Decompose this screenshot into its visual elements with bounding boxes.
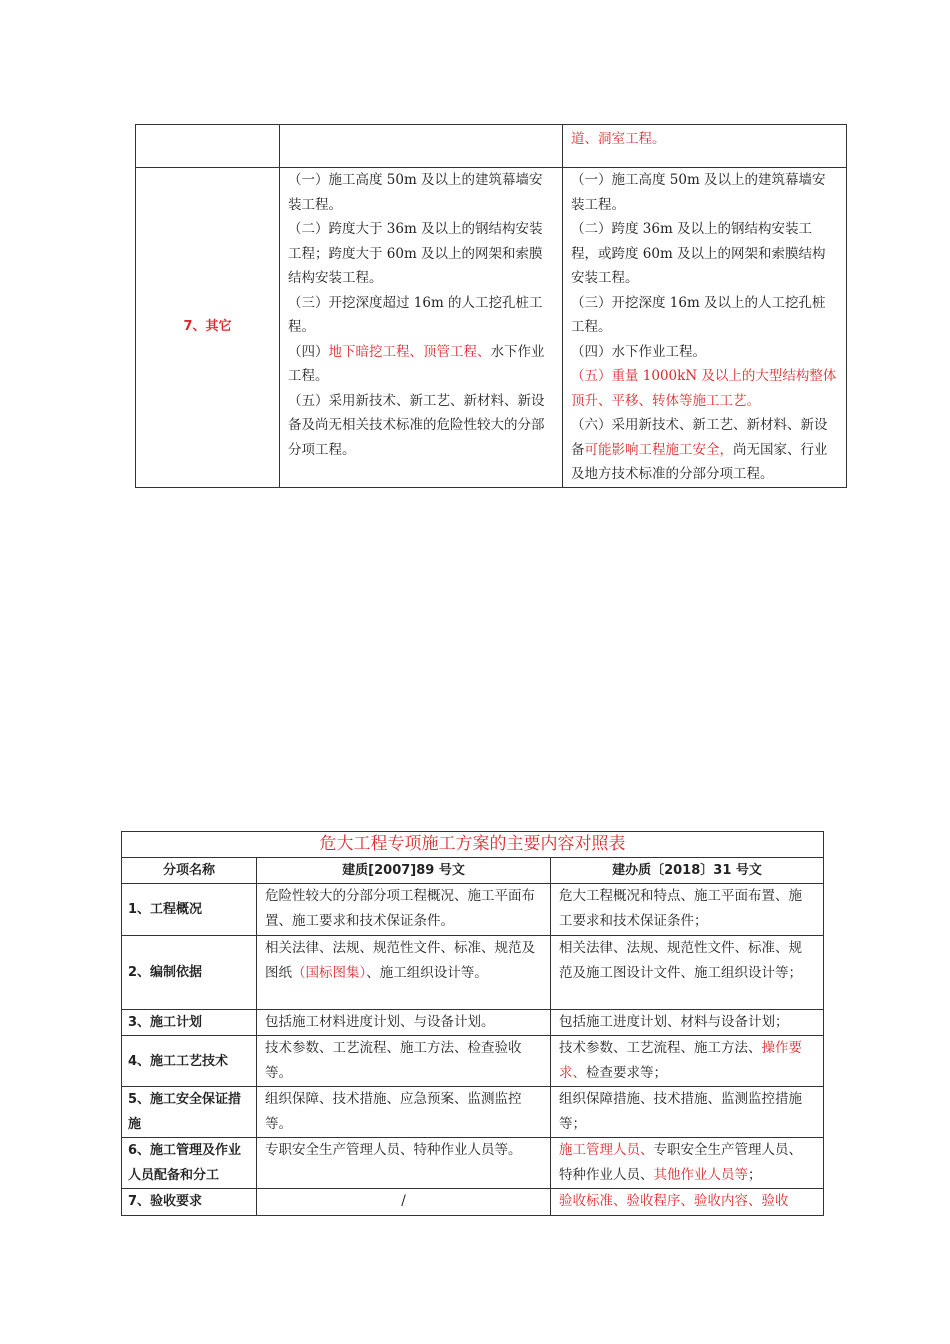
table-row — [122, 1138, 824, 1189]
clause-item — [571, 217, 838, 291]
row-name: 4、施工工艺技术 — [122, 1036, 257, 1087]
table-row — [122, 936, 824, 1010]
comparison-table-continued — [135, 124, 847, 488]
row-2018-content — [551, 1189, 824, 1216]
row-name: 5、施工安全保证措施 — [122, 1087, 257, 1138]
table-row — [122, 884, 824, 936]
highlighted-text: 施工管理人员、 — [559, 1142, 654, 1158]
text-segment: 相关法律、法规、规范性文件、标准、规范及施工图设计文件、施工组织设计等； — [559, 940, 802, 981]
table-title-row — [122, 832, 824, 858]
header-2007-doc: 建质[2007]89 号文 — [257, 858, 551, 884]
row-name: 6、施工管理及作业人员配备和分工 — [122, 1138, 257, 1189]
table-row — [122, 1189, 824, 1216]
text-segment: 包括施工材料进度计划、与设备计划。 — [265, 1014, 495, 1030]
row-2007-content — [257, 1138, 551, 1189]
text-segment: 、施工组织设计等。 — [366, 965, 488, 981]
highlighted-text: （五）重量 1000kN 及以上的大型结构整体顶升、平移、转体等施工工艺。 — [571, 368, 837, 409]
category-label: 7、其它 — [136, 168, 280, 488]
text-segment: （二）跨度 36m 及以上的钢结构安装工程，或跨度 60m 及以上的网架和索膜结构安装工程。 — [571, 221, 826, 286]
clause-item — [288, 168, 554, 217]
content-comparison-table — [121, 831, 824, 1216]
category-cell-empty — [136, 125, 280, 168]
highlighted-text: 道、洞室工程。 — [571, 131, 666, 147]
clause-item — [571, 168, 838, 217]
row-2018-content — [551, 1010, 824, 1036]
text-segment: 相关法律、法规、规范性文件、标准、规范及图纸 — [265, 940, 535, 981]
row-name: 2、编制依据 — [122, 936, 257, 1010]
clause-item — [571, 413, 838, 487]
row-name: 3、施工计划 — [122, 1010, 257, 1036]
text-segment: （六）采用新技术、新工艺、新材料、新设备 — [571, 417, 828, 458]
row-2007-content — [257, 1087, 551, 1138]
clause-item — [571, 340, 838, 365]
header-item-name: 分项名称 — [122, 858, 257, 884]
highlighted-text: 验收标准、验收程序、验收内容、验收 — [559, 1193, 789, 1209]
row-2018-content — [551, 1138, 824, 1189]
highlighted-text: （国标图集） — [292, 965, 367, 981]
text-segment: ； — [748, 1167, 762, 1183]
highlighted-text: 其他作业人员等 — [653, 1167, 748, 1183]
table-header-row — [122, 858, 824, 884]
row-2018-content — [551, 1036, 824, 1087]
clause-item — [288, 291, 554, 340]
row-2007-content — [257, 884, 551, 936]
table-row — [122, 1087, 824, 1138]
table-row — [136, 125, 847, 168]
text-segment: 危大工程概况和特点、施工平面布置、施工要求和技术保证条件； — [559, 888, 802, 929]
row-2018-content — [551, 1087, 824, 1138]
table-row — [136, 168, 847, 488]
row-2007-content — [257, 936, 551, 1010]
text-segment: （四） — [288, 343, 329, 360]
row-2018-content — [551, 884, 824, 936]
clause-item — [288, 340, 554, 389]
text-segment: （三）开挖深度超过 16m 的人工挖孔桩工程。 — [288, 294, 543, 335]
clause-item — [288, 389, 554, 463]
text-segment: （三）开挖深度 16m 及以上的人工挖孔桩工程。 — [571, 294, 826, 335]
text-segment: （一）施工高度 50m 及以上的建筑幕墙安装工程。 — [571, 172, 826, 213]
new-standard-cell — [563, 168, 847, 488]
clause-item — [288, 217, 554, 291]
new-standard-cell — [563, 125, 847, 168]
highlighted-text: 操作要求、 — [559, 1040, 802, 1081]
row-name: 7、验收要求 — [122, 1189, 257, 1216]
text-segment: （四）水下作业工程。 — [571, 343, 706, 360]
text-segment: 专职安全生产管理人员、特种作业人员、 — [559, 1142, 802, 1183]
text-segment: （二）跨度大于 36m 及以上的钢结构安装工程；跨度大于 60m 及以上的网架和索膜结构安装工程。 — [288, 221, 543, 286]
highlighted-text: 可能影响工程施工安全， — [584, 441, 733, 458]
text-segment: （五）采用新技术、新工艺、新材料、新设备及尚无相关技术标准的危险性较大的分部分项工程。 — [288, 392, 545, 458]
row-2018-content — [551, 936, 824, 1010]
header-2018-doc: 建办质〔2018〕31 号文 — [551, 858, 824, 884]
highlighted-text: 地下暗挖工程、顶管工程、 — [328, 343, 491, 360]
row-2007-content — [257, 1189, 551, 1216]
text-segment: 尚无国家、行业及地方技术标准的分部分项工程。 — [571, 441, 828, 482]
row-2007-content — [257, 1010, 551, 1036]
old-standard-cell — [280, 168, 563, 488]
old-standard-cell-empty — [280, 125, 563, 168]
table-title: 危大工程专项施工方案的主要内容对照表 — [122, 832, 824, 858]
text-segment: 专职安全生产管理人员、特种作业人员等。 — [265, 1142, 522, 1158]
text-segment: 水下作业工程。 — [288, 343, 545, 384]
clause-item — [571, 364, 838, 413]
text-segment: 检查要求等； — [586, 1065, 667, 1081]
text-segment: 技术参数、工艺流程、施工方法、检查验收等。 — [265, 1040, 522, 1081]
text-segment: / — [401, 1193, 406, 1209]
table-row — [122, 1010, 824, 1036]
text-segment: 组织保障、技术措施、应急预案、监测监控等。 — [265, 1091, 522, 1132]
row-2007-content — [257, 1036, 551, 1087]
text-segment: 包括施工进度计划、材料与设备计划； — [559, 1014, 789, 1030]
text-segment: 危险性较大的分部分项工程概况、施工平面布置、施工要求和技术保证条件。 — [265, 888, 535, 929]
text-segment: 组织保障措施、技术措施、监测监控措施等； — [559, 1091, 802, 1132]
text-segment: （一）施工高度 50m 及以上的建筑幕墙安装工程。 — [288, 172, 543, 213]
clause-item — [571, 291, 838, 340]
text-segment: 技术参数、工艺流程、施工方法、 — [559, 1040, 762, 1056]
row-name: 1、工程概况 — [122, 884, 257, 936]
table-row — [122, 1036, 824, 1087]
